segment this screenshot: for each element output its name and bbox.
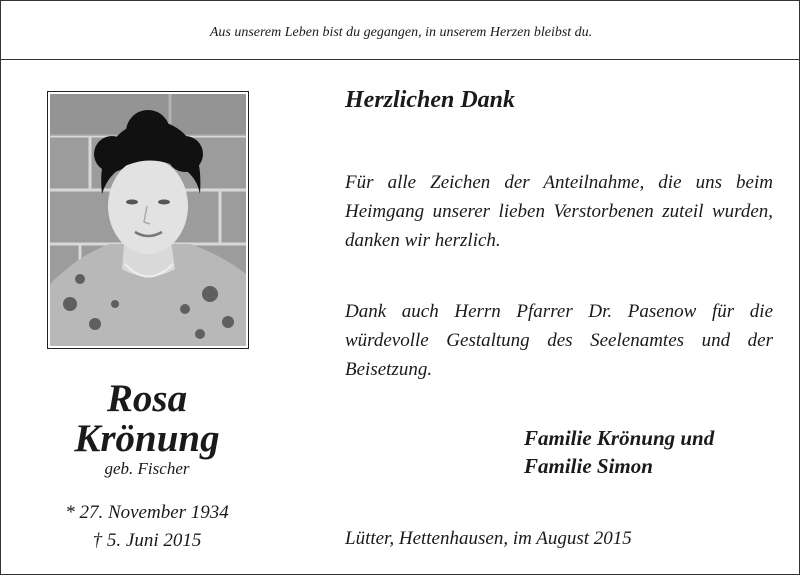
thanks-paragraph-1: Für alle Zeichen der Anteilnahme, die uns beim Heimgang unserer lieben Verstorbenen zuteil wurden, danken wir herzlich.	[345, 172, 773, 251]
header-divider	[1, 59, 800, 60]
birth-date: * 27. November 1934	[65, 502, 229, 523]
thanks-paragraph-2: Dank auch Herrn Pfarrer Dr. Pasenow für die würdevolle Gestaltung des Seelenamtes und der Beisetzung.	[345, 301, 773, 380]
signature-line-2: Familie Simon	[524, 454, 653, 478]
portrait-photo	[47, 91, 249, 349]
death-date: † 5. Juni 2015	[92, 530, 202, 551]
family-signature	[524, 424, 714, 480]
life-dates	[47, 499, 247, 555]
thanks-heading: Herzlichen Dank	[345, 87, 516, 113]
deceased-name-block	[47, 379, 247, 479]
place-date: Lütter, Hettenhausen, im August 2015	[345, 528, 632, 549]
portrait-illustration	[50, 94, 246, 346]
motto-text: Aus unserem Leben bist du gegangen, in unserem Herzen bleibst du.	[209, 25, 593, 40]
maiden-name: geb. Fischer	[104, 459, 190, 478]
signature-line-1: Familie Krönung und	[524, 426, 715, 450]
first-name: Rosa	[106, 377, 188, 420]
last-name: Krönung	[74, 417, 220, 460]
